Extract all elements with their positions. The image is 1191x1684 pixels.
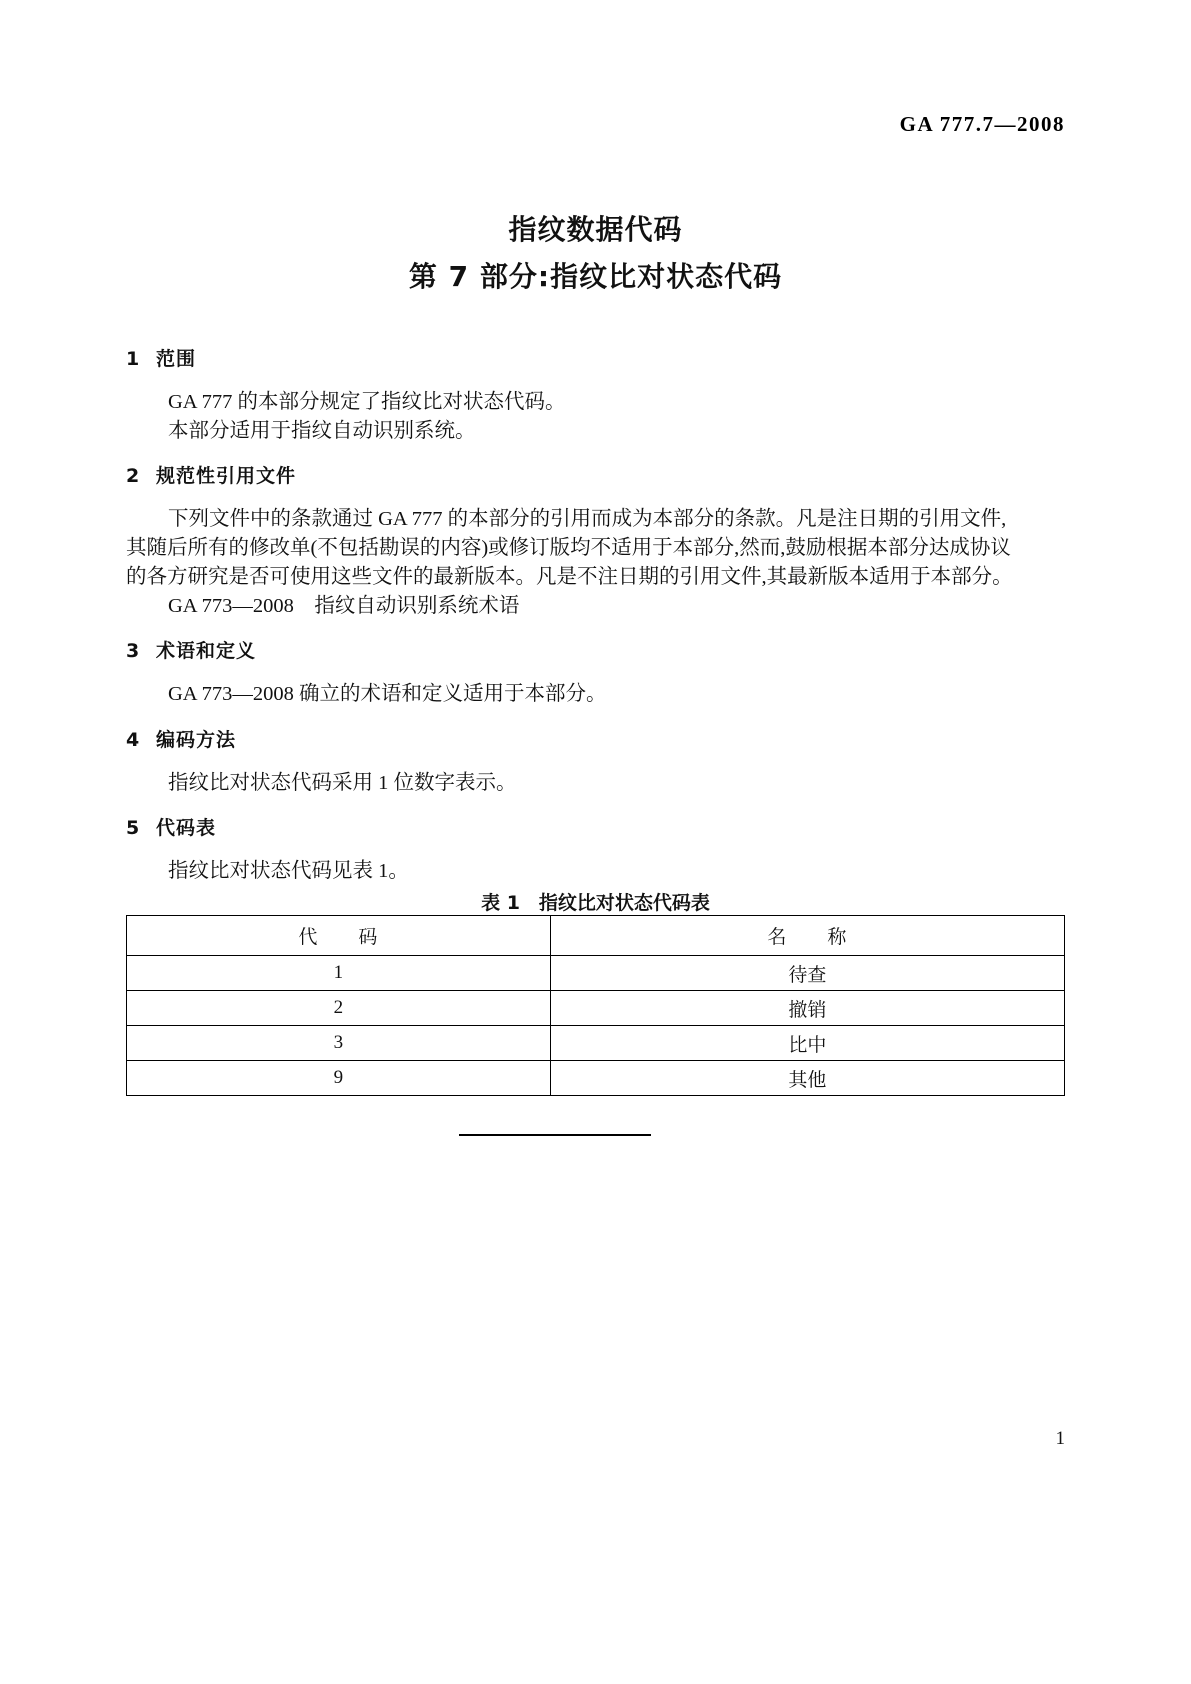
clause-2-paragraph-line-3: 的各方研究是否可使用这些文件的最新版本。凡是不注日期的引用文件,其最新版本适用于本部分。 xyxy=(126,566,1013,588)
table-row xyxy=(127,991,1065,1026)
document-title-sub: 第 7 部分:指纹比对状态代码 xyxy=(408,260,783,293)
table-header-row xyxy=(127,916,1065,956)
table-row xyxy=(127,956,1065,991)
clause-number-1: 1 xyxy=(126,348,140,370)
clause-1-paragraph-1: GA 777 的本部分规定了指纹比对状态代码。 xyxy=(168,391,566,413)
footer-divider-rule xyxy=(459,1134,651,1136)
page-number: 1 xyxy=(1055,1428,1065,1449)
clause-number-3: 3 xyxy=(126,640,140,662)
clause-4-paragraph-1: 指纹比对状态代码采用 1 位数字表示。 xyxy=(168,772,517,794)
table-cell-code: 3 xyxy=(127,1026,551,1061)
table-cell-name: 其他 xyxy=(550,1061,1064,1096)
clause-number-2: 2 xyxy=(126,465,140,487)
table-caption: 表 1 指纹比对状态代码表 xyxy=(481,892,710,914)
table-cell-code: 2 xyxy=(127,991,551,1026)
clause-1-paragraph-2: 本部分适用于指纹自动识别系统。 xyxy=(168,420,476,442)
table-row xyxy=(127,1026,1065,1061)
normative-reference-item: GA 773—2008 指纹自动识别系统术语 xyxy=(168,595,520,617)
table-cell-name: 待查 xyxy=(550,956,1064,991)
clause-3-paragraph-1: GA 773—2008 确立的术语和定义适用于本部分。 xyxy=(168,683,607,705)
table-header-code: 代 码 xyxy=(127,916,551,956)
clause-heading-1 xyxy=(126,344,1065,371)
clause-title-5: 代码表 xyxy=(156,817,217,839)
clause-title-3: 术语和定义 xyxy=(156,640,257,662)
clause-number-4: 4 xyxy=(126,729,140,751)
clause-2-paragraph-line-2: 其随后所有的修改单(不包括勘误的内容)或修订版均不适用于本部分,然而,鼓励根据本部分达成协议 xyxy=(126,537,1011,559)
table-header-name: 名 称 xyxy=(550,916,1064,956)
clause-title-1: 范围 xyxy=(156,348,197,370)
clause-heading-2 xyxy=(126,461,1065,488)
fingerprint-comparison-status-code-table xyxy=(126,915,1065,1096)
table-cell-code: 9 xyxy=(127,1061,551,1096)
clause-2-paragraph-line-1: 下列文件中的条款通过 GA 777 的本部分的引用而成为本部分的条款。凡是注日期的引用文件, xyxy=(168,508,1007,530)
clause-5-paragraph-1: 指纹比对状态代码见表 1。 xyxy=(168,860,409,882)
table-cell-code: 1 xyxy=(127,956,551,991)
clause-title-2: 规范性引用文件 xyxy=(156,465,297,487)
running-header xyxy=(126,112,1065,137)
clause-title-4: 编码方法 xyxy=(156,729,237,751)
document-title-main: 指纹数据代码 xyxy=(508,213,683,246)
table-row xyxy=(127,1061,1065,1096)
clause-heading-4 xyxy=(126,725,1065,752)
clause-heading-3 xyxy=(126,636,1065,663)
clause-heading-5 xyxy=(126,813,1065,840)
clause-number-5: 5 xyxy=(126,817,140,839)
table-cell-name: 比中 xyxy=(550,1026,1064,1061)
table-cell-name: 撤销 xyxy=(550,991,1064,1026)
standard-code: GA 777.7—2008 xyxy=(899,112,1065,136)
